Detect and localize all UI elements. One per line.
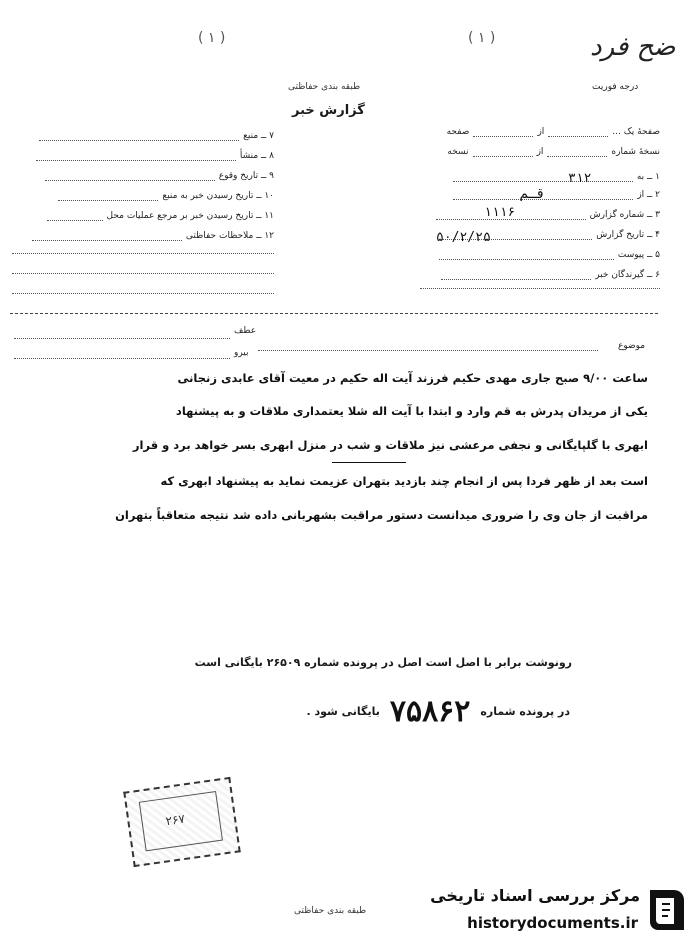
field-operations-receipt-date <box>12 210 274 221</box>
brand-en: historydocuments.ir <box>467 914 638 932</box>
field-attachment <box>420 249 660 260</box>
field-origin <box>12 150 274 161</box>
field-source-receipt-date <box>12 190 274 201</box>
field-label: ۱۰ ــ تاریخ رسیدن خبر به منبع <box>162 191 274 201</box>
field-mid: از <box>536 147 544 157</box>
brand-watermark <box>418 884 688 940</box>
field-label: صفحۀ یک ... <box>612 127 660 137</box>
field-source <box>12 130 274 141</box>
archive-stamp <box>123 777 241 867</box>
field-label: ۶ ــ گیرندگان خبر <box>595 270 660 280</box>
page-marker-left: ( ۱ ) <box>198 30 226 46</box>
field-label: ۷ ــ منبع <box>243 131 274 141</box>
handwritten-to: ۳۱۲ <box>568 171 592 186</box>
page-marker-mid: ( ۱ ) <box>468 30 496 46</box>
field-copy-of <box>420 146 660 157</box>
field-dots <box>45 170 215 181</box>
atf-label: عطف <box>234 326 257 336</box>
filing-suffix: بایگانی شود . <box>306 705 380 718</box>
subject-label: موضوع <box>618 341 646 351</box>
handwritten-report-date: ۵۰/۲/۲۵ <box>436 230 491 245</box>
filing-line-1: رونوشت برابر با اصل است اصل در پرونده شماره ۲۶۵۰۹ بایگانی است <box>194 656 572 669</box>
archive-number: ۷۵۸۶۲ <box>389 694 471 729</box>
biro-label: بیرو <box>234 348 249 358</box>
field-dots <box>439 249 614 260</box>
field-dots <box>36 150 236 161</box>
body-line-3: ابهری با گلپایگانی و نجفی مرعشی نیز ملاقات و شب در منزل ابهری بسر خواهد برد و قرار <box>132 438 648 452</box>
field-dots-extra <box>420 288 660 289</box>
subject-dots <box>258 350 598 351</box>
field-to <box>420 171 660 182</box>
body-line-5: مراقبت از جان وی را ضروری میدانست دستور مراقبت بشهربانی داده شد نتیجه متعاقباً بتهران <box>115 508 648 522</box>
field-label: ۹ ــ تاریخ وقوع <box>218 171 274 181</box>
field-dots <box>547 146 607 157</box>
atf-dots <box>14 338 230 339</box>
field-dots <box>47 210 103 221</box>
filing-prefix: در پرونده شماره <box>480 705 570 718</box>
body-line-2: یکی از مریدان پدرش به قم وارد و ابتدا با آیت اله شلا یعتمداری ملاقات و به پیشنهاد <box>175 404 648 418</box>
priority-label: درجه فوریت <box>592 82 639 92</box>
field-dots-extra <box>12 273 274 274</box>
biro-dots <box>14 358 230 359</box>
brand-fa: مرکز بررسی اسناد تاریخی <box>430 886 640 905</box>
field-label: ۱۲ ــ ملاحظات حفاظتی <box>185 231 274 241</box>
body-line-4: است بعد از ظهر فردا پس از انجام چند بازدید بتهران عزیمت نماید به پیشنهاد ابهری که <box>160 474 648 488</box>
classification-label-top: طبقه بندی حفاظتی <box>288 82 361 92</box>
field-label: ۲ ــ از <box>637 190 660 200</box>
classification-label-bottom: طبقه بندی حفاظتی <box>294 906 367 916</box>
field-dots <box>39 130 239 141</box>
field-label: ۱۱ ــ تاریخ رسیدن خبر بر مرجع عملیات محل <box>106 211 274 221</box>
field-end: نسخه <box>447 147 469 157</box>
field-end: صفحه <box>446 127 470 137</box>
field-dots <box>548 126 608 137</box>
field-label: ۱ ــ به <box>636 172 660 182</box>
field-dots <box>441 269 591 280</box>
field-label: نسخۀ شماره <box>611 147 660 157</box>
field-mid: از <box>537 127 545 137</box>
field-dots-extra <box>12 253 274 254</box>
field-dots-extra <box>12 293 274 294</box>
archive-logo-icon <box>644 886 688 936</box>
report-title: گزارش خبر <box>292 103 365 118</box>
field-report-number <box>420 209 660 220</box>
field-dots <box>473 126 533 137</box>
field-recipients <box>420 269 660 280</box>
underline-mark <box>332 462 406 463</box>
field-occurrence-date <box>12 170 274 181</box>
field-security-notes <box>12 230 274 241</box>
field-label: ۳ ــ شماره گزارش <box>589 210 660 220</box>
handwritten-from: قـم <box>520 186 546 202</box>
field-dots <box>453 171 633 182</box>
section-divider <box>10 313 658 314</box>
field-dots <box>58 190 158 201</box>
filing-line-2 <box>90 694 570 729</box>
field-label: ۵ ــ پیوست <box>617 250 660 260</box>
field-dots <box>32 230 182 241</box>
field-dots <box>473 146 533 157</box>
stamp-text: ۲۶۷ <box>164 811 186 829</box>
handwritten-report-number: ۱۱۱۶ <box>484 205 516 220</box>
field-label: ۸ ــ منشأ <box>239 151 274 161</box>
field-label: ۴ ــ تاریخ گزارش <box>596 230 660 240</box>
handwritten-note: ضح فرد <box>590 32 676 62</box>
body-line-1: ساعت ۹/۰۰ صبح جاری مهدی حکیم فرزند آیت اله حکیم در معیت آقای عابدی زنجانی <box>177 371 648 385</box>
field-page-of <box>420 126 660 137</box>
